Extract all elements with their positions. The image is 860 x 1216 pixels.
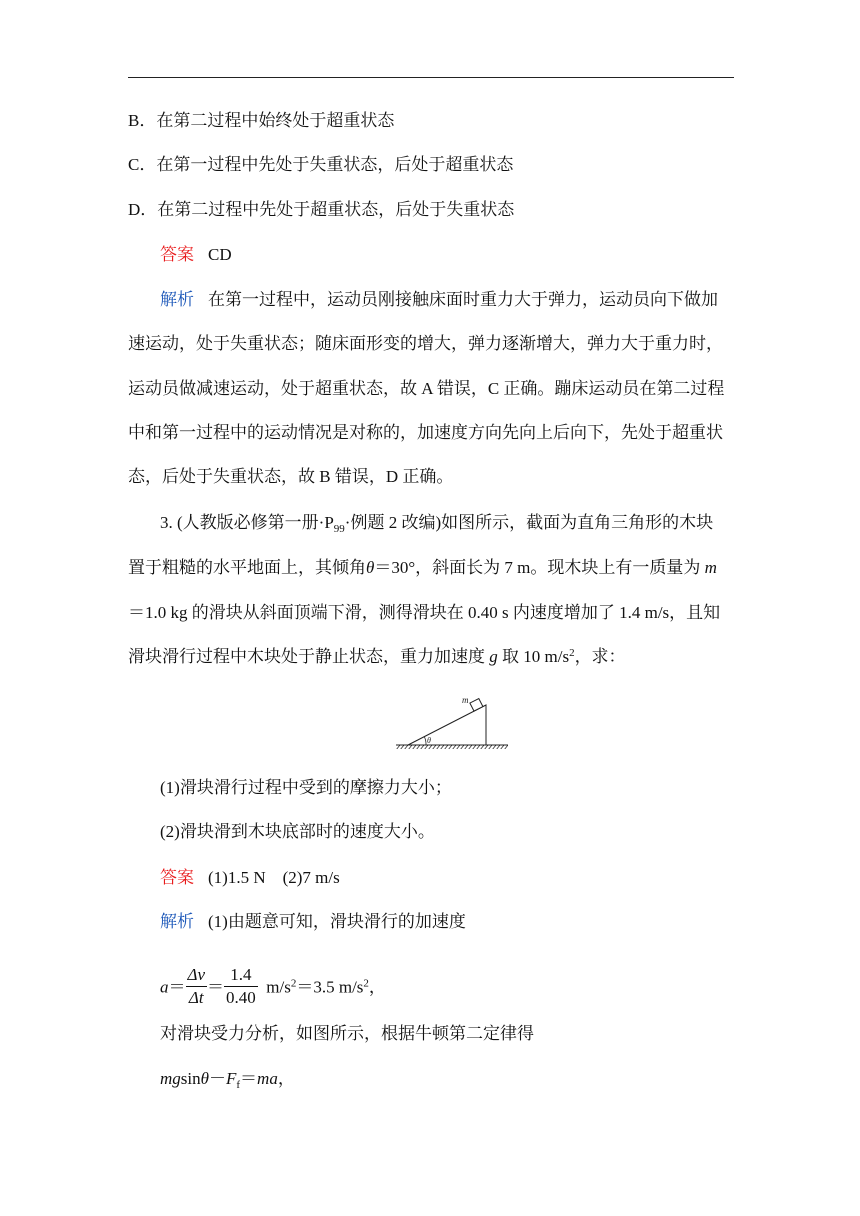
formula-equals: ＝ xyxy=(168,977,186,997)
analysis-label: 解析 xyxy=(160,290,194,309)
mass-label: m xyxy=(462,695,469,705)
question-text: 3. (人教版必修第一册·P xyxy=(160,513,334,532)
friction-subscript: f xyxy=(236,1079,241,1091)
analysis-text: 在第一过程中，运动员刚接触床面时重力大于弹力，运动员向下做加 xyxy=(208,290,718,309)
equation-end: ， xyxy=(277,1069,295,1088)
answer-value: CD xyxy=(208,245,232,264)
analysis-q2-line-5: 态，后处于失重状态，故 B 错误，D 正确。 xyxy=(128,467,454,486)
angle-arc xyxy=(425,737,427,745)
incline-figure xyxy=(396,690,508,750)
question-3-line-4 xyxy=(128,645,738,669)
analysis-q2-line-2: 速运动，处于失重状态；随床面形变的增大，弹力逐渐增大，弹力大于重力时， xyxy=(128,334,723,353)
page-subscript: 99 xyxy=(333,523,345,535)
equation-friction: F xyxy=(225,1069,237,1088)
question-text: ＝30°，斜面长为 7 m。现木块上有一质量为 xyxy=(374,558,705,577)
equation-sin: sin xyxy=(180,1069,201,1088)
option-b: B．在第二过程中始终处于超重状态 xyxy=(128,111,395,130)
answer-q2 xyxy=(160,243,770,267)
equation-theta: θ xyxy=(200,1069,209,1088)
equation-equals: ＝ xyxy=(240,1069,258,1088)
mass-symbol: m xyxy=(704,558,717,577)
gravity-symbol: g xyxy=(489,647,498,666)
sub-question-1: (1)滑块滑行过程中受到的摩擦力大小； xyxy=(160,778,452,797)
formula-a: a xyxy=(160,977,169,997)
equation-minus: － xyxy=(208,1069,226,1088)
fraction-delta xyxy=(186,964,208,1009)
answer-label: 答案 xyxy=(160,245,194,264)
formula-equals: ＝ xyxy=(207,977,225,997)
question-text: ·例题 2 改编)如图所示，截面为直角三角形的木块 xyxy=(344,513,714,532)
fraction-numerator: Δv xyxy=(186,964,208,987)
analysis-q3 xyxy=(160,910,770,934)
analysis-label: 解析 xyxy=(160,912,194,931)
square-superscript: 2 xyxy=(569,647,575,659)
question-text: 取 10 m/s xyxy=(497,647,570,666)
question-text: 滑块滑行过程中木块处于静止状态，重力加速度 xyxy=(128,647,490,666)
header-rule xyxy=(128,77,734,78)
option-c: C．在第一过程中先处于失重状态，后处于超重状态 xyxy=(128,155,514,174)
ground-hatching xyxy=(396,745,508,749)
theta-symbol: θ xyxy=(366,558,375,577)
block xyxy=(470,699,483,712)
analysis-q2-line-4: 中和第一过程中的运动情况是对称的，加速度方向先向上后向下，先处于超重状 xyxy=(128,423,723,442)
fraction-numerator: 1.4 xyxy=(224,964,258,987)
question-3-line-2 xyxy=(128,556,738,580)
fraction-denominator: Δt xyxy=(188,988,204,1007)
analysis-q2-line-3: 运动员做减速运动，处于超重状态，故 A 错误，C 正确。蹦床运动员在第二过程 xyxy=(128,379,725,398)
square-superscript: 2 xyxy=(363,977,369,990)
analysis-text: (1)由题意可知，滑块滑行的加速度 xyxy=(208,912,466,931)
analysis-q2-line-1 xyxy=(160,288,770,312)
acceleration-formula xyxy=(160,966,770,1011)
square-superscript: 2 xyxy=(290,977,297,990)
question-text: ，求： xyxy=(574,647,626,666)
formula-end: ， xyxy=(368,977,386,997)
force-analysis-line: 对滑块受力分析，如图所示，根据牛顿第二定律得 xyxy=(160,1024,534,1043)
equation-mg: mg xyxy=(160,1069,181,1088)
answer-label: 答案 xyxy=(160,868,194,887)
sub-question-2: (2)滑块滑到木块底部时的速度大小。 xyxy=(160,822,435,841)
answer-value: (1)1.5 N (2)7 m/s xyxy=(208,868,340,887)
newton-equation xyxy=(160,1067,770,1091)
formula-result: ＝3.5 m/s xyxy=(296,977,364,997)
fraction-values xyxy=(224,964,258,1009)
angle-label: θ xyxy=(427,736,431,745)
question-3-line-1 xyxy=(160,511,770,535)
question-3-line-3: ＝1.0 kg 的滑块从斜面顶端下滑，测得滑块在 0.40 s 内速度增加了 1.4 m/s，且知 xyxy=(128,603,721,622)
answer-q3 xyxy=(160,866,770,890)
question-text: 置于粗糙的水平地面上，其倾角 xyxy=(128,558,366,577)
equation-ma: ma xyxy=(257,1069,278,1088)
option-d: D．在第二过程中先处于超重状态，后处于失重状态 xyxy=(128,200,515,219)
formula-unit: m/s xyxy=(266,977,291,997)
fraction-denominator: 0.40 xyxy=(226,988,256,1007)
